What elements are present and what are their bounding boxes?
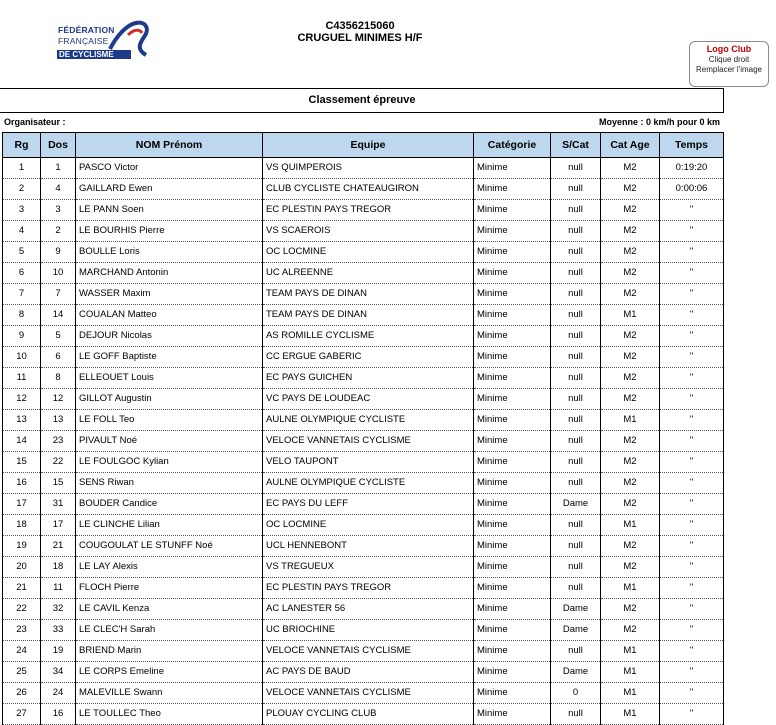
cell-rank: 14 bbox=[3, 431, 41, 452]
cell-time: 0:19:20 bbox=[660, 158, 724, 179]
table-row bbox=[3, 641, 724, 662]
organisateur-label: Organisateur : bbox=[4, 117, 66, 127]
col-header-rg: Rg bbox=[3, 133, 41, 158]
cell-rider-name: LE BOURHIS Pierre bbox=[76, 221, 263, 242]
cell-rider-name: LE CAVIL Kenza bbox=[76, 599, 263, 620]
cell-rider-name: LE LAY Alexis bbox=[76, 557, 263, 578]
cell-age-category: M2 bbox=[601, 200, 660, 221]
cell-age-category: M2 bbox=[601, 599, 660, 620]
col-header-cat-age: Cat Age bbox=[601, 133, 660, 158]
cell-sub-category: null bbox=[551, 515, 601, 536]
cell-team: EC PLESTIN PAYS TREGOR bbox=[263, 578, 474, 599]
logo-line-3: DE CYCLISME bbox=[59, 50, 114, 59]
cell-sub-category: null bbox=[551, 473, 601, 494]
cell-bib: 8 bbox=[41, 368, 76, 389]
logo-club-hint-1: Clique droit bbox=[708, 55, 750, 64]
table-row bbox=[3, 221, 724, 242]
cell-time: " bbox=[660, 641, 724, 662]
cell-rider-name: PIVAULT Noé bbox=[76, 431, 263, 452]
cell-bib: 24 bbox=[41, 683, 76, 704]
cell-sub-category: null bbox=[551, 326, 601, 347]
cell-category: Minime bbox=[474, 599, 551, 620]
cell-rider-name: LE TOULLEC Theo bbox=[76, 704, 263, 725]
cell-team: VELO TAUPONT bbox=[263, 452, 474, 473]
cell-time: " bbox=[660, 263, 724, 284]
cell-sub-category: null bbox=[551, 557, 601, 578]
table-row bbox=[3, 242, 724, 263]
table-row bbox=[3, 410, 724, 431]
cell-rank: 15 bbox=[3, 452, 41, 473]
cell-age-category: M1 bbox=[601, 578, 660, 599]
col-header-temps: Temps bbox=[660, 133, 724, 158]
cell-sub-category: null bbox=[551, 536, 601, 557]
logo-line-1: FÉDÉRATION bbox=[58, 25, 115, 35]
cell-time: " bbox=[660, 578, 724, 599]
cell-rank: 9 bbox=[3, 326, 41, 347]
cell-rank: 6 bbox=[3, 263, 41, 284]
cell-sub-category: null bbox=[551, 179, 601, 200]
cell-category: Minime bbox=[474, 704, 551, 725]
cell-bib: 5 bbox=[41, 326, 76, 347]
cell-bib: 19 bbox=[41, 641, 76, 662]
cell-age-category: M2 bbox=[601, 242, 660, 263]
cell-category: Minime bbox=[474, 578, 551, 599]
cell-sub-category: null bbox=[551, 431, 601, 452]
cell-age-category: M2 bbox=[601, 452, 660, 473]
cell-category: Minime bbox=[474, 431, 551, 452]
cell-time: " bbox=[660, 221, 724, 242]
cell-rank: 27 bbox=[3, 704, 41, 725]
cell-category: Minime bbox=[474, 389, 551, 410]
cell-category: Minime bbox=[474, 158, 551, 179]
cell-time: " bbox=[660, 536, 724, 557]
cell-age-category: M2 bbox=[601, 494, 660, 515]
cell-team: EC PLESTIN PAYS TREGOR bbox=[263, 200, 474, 221]
cell-team: AC PAYS DE BAUD bbox=[263, 662, 474, 683]
cell-sub-category: null bbox=[551, 452, 601, 473]
cell-team: AS ROMILLE CYCLISME bbox=[263, 326, 474, 347]
col-header-categorie: Catégorie bbox=[474, 133, 551, 158]
cell-bib: 4 bbox=[41, 179, 76, 200]
cell-rider-name: LE PANN Soen bbox=[76, 200, 263, 221]
cell-time: " bbox=[660, 347, 724, 368]
cell-rank: 4 bbox=[3, 221, 41, 242]
cell-age-category: M2 bbox=[601, 284, 660, 305]
cell-rider-name: SENS Riwan bbox=[76, 473, 263, 494]
cell-team: VS TREGUEUX bbox=[263, 557, 474, 578]
cell-category: Minime bbox=[474, 662, 551, 683]
cell-time: " bbox=[660, 326, 724, 347]
cell-rank: 26 bbox=[3, 683, 41, 704]
cell-rider-name: LE GOFF Baptiste bbox=[76, 347, 263, 368]
logo-club-placeholder[interactable] bbox=[689, 41, 769, 87]
cell-sub-category: null bbox=[551, 263, 601, 284]
cell-age-category: M2 bbox=[601, 473, 660, 494]
cell-sub-category: null bbox=[551, 221, 601, 242]
cell-sub-category: null bbox=[551, 158, 601, 179]
cell-bib: 18 bbox=[41, 557, 76, 578]
cell-rank: 2 bbox=[3, 179, 41, 200]
cell-category: Minime bbox=[474, 263, 551, 284]
cell-sub-category: null bbox=[551, 578, 601, 599]
cell-rank: 18 bbox=[3, 515, 41, 536]
cell-age-category: M2 bbox=[601, 158, 660, 179]
cell-team: TEAM PAYS DE DINAN bbox=[263, 284, 474, 305]
cell-sub-category: null bbox=[551, 347, 601, 368]
cell-category: Minime bbox=[474, 515, 551, 536]
classement-bottom-rule bbox=[0, 112, 724, 113]
cell-time: " bbox=[660, 704, 724, 725]
cell-time: " bbox=[660, 599, 724, 620]
cell-rider-name: MALEVILLE Swann bbox=[76, 683, 263, 704]
cell-rank: 11 bbox=[3, 368, 41, 389]
cell-age-category: M2 bbox=[601, 221, 660, 242]
cell-age-category: M1 bbox=[601, 515, 660, 536]
cell-team: UC BRIOCHINE bbox=[263, 620, 474, 641]
table-row bbox=[3, 578, 724, 599]
cell-team: VELOCE VANNETAIS CYCLISME bbox=[263, 683, 474, 704]
cell-rider-name: MARCHAND Antonin bbox=[76, 263, 263, 284]
cell-category: Minime bbox=[474, 557, 551, 578]
table-row bbox=[3, 389, 724, 410]
cell-bib: 6 bbox=[41, 347, 76, 368]
cell-age-category: M1 bbox=[601, 683, 660, 704]
cell-team: EC PAYS GUICHEN bbox=[263, 368, 474, 389]
cell-rider-name: LE CLINCHE Lilian bbox=[76, 515, 263, 536]
cell-age-category: M2 bbox=[601, 326, 660, 347]
table-row bbox=[3, 557, 724, 578]
cell-rank: 13 bbox=[3, 410, 41, 431]
cell-time: " bbox=[660, 494, 724, 515]
cell-rider-name: LE CORPS Emeline bbox=[76, 662, 263, 683]
cell-rank: 17 bbox=[3, 494, 41, 515]
cell-age-category: M2 bbox=[601, 431, 660, 452]
cell-sub-category: null bbox=[551, 242, 601, 263]
cell-rider-name: GAILLARD Ewen bbox=[76, 179, 263, 200]
cell-bib: 13 bbox=[41, 410, 76, 431]
cell-age-category: M2 bbox=[601, 179, 660, 200]
table-row bbox=[3, 662, 724, 683]
cell-time: " bbox=[660, 305, 724, 326]
results-table bbox=[2, 132, 724, 725]
table-row bbox=[3, 473, 724, 494]
table-row bbox=[3, 599, 724, 620]
cell-bib: 17 bbox=[41, 515, 76, 536]
cell-team: TEAM PAYS DE DINAN bbox=[263, 305, 474, 326]
table-row bbox=[3, 494, 724, 515]
cell-rank: 3 bbox=[3, 200, 41, 221]
cell-rank: 7 bbox=[3, 284, 41, 305]
cell-time: " bbox=[660, 242, 724, 263]
cell-rank: 1 bbox=[3, 158, 41, 179]
col-header-dos: Dos bbox=[41, 133, 76, 158]
cell-team: PLOUAY CYCLING CLUB bbox=[263, 704, 474, 725]
cell-bib: 14 bbox=[41, 305, 76, 326]
cell-team: OC LOCMINE bbox=[263, 242, 474, 263]
cell-age-category: M2 bbox=[601, 620, 660, 641]
table-row bbox=[3, 452, 724, 473]
cell-sub-category: Dame bbox=[551, 494, 601, 515]
cell-bib: 33 bbox=[41, 620, 76, 641]
cell-rank: 23 bbox=[3, 620, 41, 641]
cell-time: " bbox=[660, 452, 724, 473]
cell-time: " bbox=[660, 431, 724, 452]
cell-rank: 16 bbox=[3, 473, 41, 494]
cell-rider-name: WASSER Maxim bbox=[76, 284, 263, 305]
cell-category: Minime bbox=[474, 536, 551, 557]
cell-rider-name: DEJOUR Nicolas bbox=[76, 326, 263, 347]
cell-rank: 22 bbox=[3, 599, 41, 620]
cell-age-category: M1 bbox=[601, 662, 660, 683]
cell-category: Minime bbox=[474, 410, 551, 431]
cell-time: " bbox=[660, 473, 724, 494]
cell-rider-name: GILLOT Augustin bbox=[76, 389, 263, 410]
table-row bbox=[3, 158, 724, 179]
table-row bbox=[3, 284, 724, 305]
cell-rider-name: BRIEND Marin bbox=[76, 641, 263, 662]
moyenne-label: Moyenne : 0 km/h pour 0 km bbox=[598, 117, 720, 127]
cell-sub-category: 0 bbox=[551, 683, 601, 704]
cell-bib: 1 bbox=[41, 158, 76, 179]
cell-rider-name: BOUDER Candice bbox=[76, 494, 263, 515]
cell-team: EC PAYS DU LEFF bbox=[263, 494, 474, 515]
cell-bib: 11 bbox=[41, 578, 76, 599]
cell-bib: 2 bbox=[41, 221, 76, 242]
cell-team: CC ERGUE GABERIC bbox=[263, 347, 474, 368]
cell-rider-name: COUALAN Matteo bbox=[76, 305, 263, 326]
cell-team: VELOCE VANNETAIS CYCLISME bbox=[263, 641, 474, 662]
cell-category: Minime bbox=[474, 683, 551, 704]
cell-age-category: M2 bbox=[601, 536, 660, 557]
cell-bib: 31 bbox=[41, 494, 76, 515]
logo-club-hint-2: Remplacer l'image bbox=[696, 65, 762, 74]
cell-age-category: M1 bbox=[601, 410, 660, 431]
cell-bib: 12 bbox=[41, 389, 76, 410]
cell-bib: 34 bbox=[41, 662, 76, 683]
cell-sub-category: Dame bbox=[551, 620, 601, 641]
cell-time: " bbox=[660, 410, 724, 431]
cell-rank: 21 bbox=[3, 578, 41, 599]
cell-category: Minime bbox=[474, 179, 551, 200]
table-row bbox=[3, 368, 724, 389]
col-header-equipe: Equipe bbox=[263, 133, 474, 158]
cell-sub-category: null bbox=[551, 704, 601, 725]
table-row bbox=[3, 620, 724, 641]
table-row bbox=[3, 683, 724, 704]
cell-category: Minime bbox=[474, 368, 551, 389]
cell-time: " bbox=[660, 368, 724, 389]
cell-rider-name: ELLEOUET Louis bbox=[76, 368, 263, 389]
cell-category: Minime bbox=[474, 452, 551, 473]
cell-time: " bbox=[660, 662, 724, 683]
logo-line-2: FRANÇAISE bbox=[58, 36, 109, 46]
cell-rider-name: LE CLEC'H Sarah bbox=[76, 620, 263, 641]
cell-rank: 10 bbox=[3, 347, 41, 368]
cell-sub-category: Dame bbox=[551, 662, 601, 683]
table-row bbox=[3, 536, 724, 557]
cell-time: " bbox=[660, 200, 724, 221]
cell-sub-category: null bbox=[551, 410, 601, 431]
cell-rank: 8 bbox=[3, 305, 41, 326]
cell-age-category: M1 bbox=[601, 704, 660, 725]
cell-time: " bbox=[660, 515, 724, 536]
cell-bib: 9 bbox=[41, 242, 76, 263]
cell-time: " bbox=[660, 683, 724, 704]
cell-team: VELOCE VANNETAIS CYCLISME bbox=[263, 431, 474, 452]
cell-sub-category: Dame bbox=[551, 599, 601, 620]
classement-title: Classement épreuve bbox=[308, 94, 416, 106]
table-row bbox=[3, 347, 724, 368]
cell-team: UC ALREENNE bbox=[263, 263, 474, 284]
cell-category: Minime bbox=[474, 620, 551, 641]
table-row bbox=[3, 200, 724, 221]
cell-rider-name: LE FOLL Teo bbox=[76, 410, 263, 431]
cell-bib: 21 bbox=[41, 536, 76, 557]
cell-sub-category: null bbox=[551, 368, 601, 389]
cell-age-category: M2 bbox=[601, 368, 660, 389]
cell-category: Minime bbox=[474, 221, 551, 242]
cell-sub-category: null bbox=[551, 200, 601, 221]
cell-category: Minime bbox=[474, 305, 551, 326]
cell-category: Minime bbox=[474, 200, 551, 221]
cell-category: Minime bbox=[474, 641, 551, 662]
cell-team: VS QUIMPEROIS bbox=[263, 158, 474, 179]
cell-time: " bbox=[660, 620, 724, 641]
table-row bbox=[3, 179, 724, 200]
col-header-scat: S/Cat bbox=[551, 133, 601, 158]
table-row bbox=[3, 305, 724, 326]
cell-sub-category: null bbox=[551, 389, 601, 410]
cell-category: Minime bbox=[474, 242, 551, 263]
cell-bib: 22 bbox=[41, 452, 76, 473]
cell-rank: 12 bbox=[3, 389, 41, 410]
col-header-nom: NOM Prénom bbox=[76, 133, 263, 158]
cell-sub-category: null bbox=[551, 641, 601, 662]
table-row bbox=[3, 263, 724, 284]
cell-rider-name: PASCO Victor bbox=[76, 158, 263, 179]
cell-time: " bbox=[660, 284, 724, 305]
cell-rank: 20 bbox=[3, 557, 41, 578]
cell-rider-name: LE FOULGOC Kylian bbox=[76, 452, 263, 473]
cell-time: " bbox=[660, 389, 724, 410]
cell-bib: 15 bbox=[41, 473, 76, 494]
cell-rider-name: FLOCH Pierre bbox=[76, 578, 263, 599]
cell-category: Minime bbox=[474, 473, 551, 494]
cell-rider-name: BOULLE Loris bbox=[76, 242, 263, 263]
cell-team: CLUB CYCLISTE CHATEAUGIRON bbox=[263, 179, 474, 200]
cell-team: AULNE OLYMPIQUE CYCLISTE bbox=[263, 473, 474, 494]
table-row bbox=[3, 326, 724, 347]
cell-team: UCL HENNEBONT bbox=[263, 536, 474, 557]
cell-age-category: M1 bbox=[601, 641, 660, 662]
cell-age-category: M1 bbox=[601, 305, 660, 326]
table-header-row bbox=[3, 133, 724, 158]
cell-rank: 19 bbox=[3, 536, 41, 557]
cell-bib: 7 bbox=[41, 284, 76, 305]
cell-bib: 23 bbox=[41, 431, 76, 452]
cell-rank: 25 bbox=[3, 662, 41, 683]
cell-age-category: M2 bbox=[601, 557, 660, 578]
cell-category: Minime bbox=[474, 284, 551, 305]
table-row bbox=[3, 704, 724, 725]
cell-bib: 3 bbox=[41, 200, 76, 221]
cell-bib: 10 bbox=[41, 263, 76, 284]
cell-sub-category: null bbox=[551, 284, 601, 305]
cell-team: VS SCAEROIS bbox=[263, 221, 474, 242]
cell-team: OC LOCMINE bbox=[263, 515, 474, 536]
cell-team: AC LANESTER 56 bbox=[263, 599, 474, 620]
cell-team: VC PAYS DE LOUDEAC bbox=[263, 389, 474, 410]
event-code: C4356215060 bbox=[325, 20, 395, 32]
cell-rider-name: COUGOULAT LE STUNFF Noé bbox=[76, 536, 263, 557]
table-row bbox=[3, 431, 724, 452]
cell-team: AULNE OLYMPIQUE CYCLISTE bbox=[263, 410, 474, 431]
cell-age-category: M2 bbox=[601, 263, 660, 284]
cell-category: Minime bbox=[474, 494, 551, 515]
cell-bib: 32 bbox=[41, 599, 76, 620]
cell-time: 0:00:06 bbox=[660, 179, 724, 200]
cell-category: Minime bbox=[474, 347, 551, 368]
cell-age-category: M2 bbox=[601, 389, 660, 410]
logo-club-title: Logo Club bbox=[706, 44, 752, 54]
cell-rank: 5 bbox=[3, 242, 41, 263]
event-name: CRUGUEL MINIMES H/F bbox=[297, 32, 423, 44]
cell-rank: 24 bbox=[3, 641, 41, 662]
cell-sub-category: null bbox=[551, 305, 601, 326]
classement-top-rule bbox=[0, 88, 724, 89]
cell-bib: 16 bbox=[41, 704, 76, 725]
table-row bbox=[3, 515, 724, 536]
cell-age-category: M2 bbox=[601, 347, 660, 368]
cell-time: " bbox=[660, 557, 724, 578]
cell-category: Minime bbox=[474, 326, 551, 347]
